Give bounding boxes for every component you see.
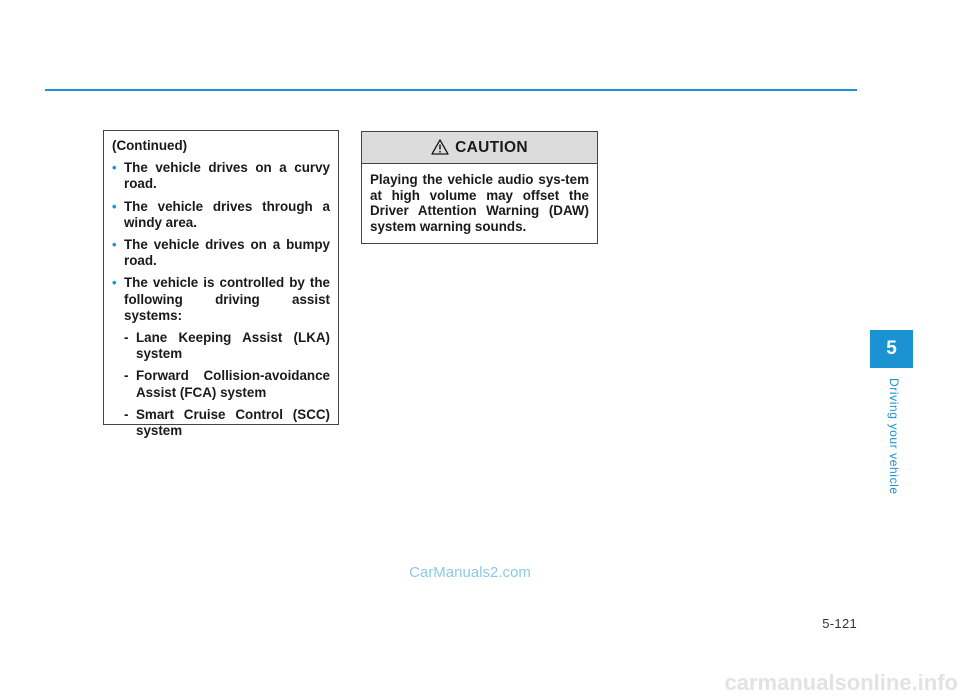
continued-label: (Continued)	[112, 138, 188, 153]
sub-item: - Smart Cruise Control (SCC) system	[124, 406, 330, 439]
sub-item: - Forward Collision-avoidance Assist (FCA) system	[124, 368, 330, 400]
page-number: 5-121	[822, 616, 857, 631]
bullet-item: • The vehicle drives on a bumpy road.	[112, 237, 330, 269]
footer-watermark: carmanualsonline.info	[724, 670, 958, 695]
bullet-item: • The vehicle is controlled by the following driving assist systems:	[112, 275, 330, 323]
bullet-dot-icon: •	[112, 198, 117, 214]
chapter-tab: 5	[870, 330, 913, 368]
bullet-dot-icon: •	[112, 160, 117, 176]
caution-box	[361, 131, 598, 244]
continued-notice-box	[103, 130, 339, 439]
caution-text: Playing the vehicle audio sys-tem at high volume may offset the Driver Attention Warning (DAW) system warning sounds.	[370, 172, 589, 234]
bullet-dot-icon: •	[112, 275, 117, 291]
bullet-dot-icon: •	[112, 237, 117, 253]
watermark-text: CarManuals2.com	[409, 564, 531, 581]
caution-header	[362, 132, 597, 164]
bullet-item: • The vehicle drives on a curvy road.	[112, 160, 330, 192]
chapter-title: Driving your vehicle	[887, 378, 901, 495]
warning-triangle-icon	[431, 139, 449, 155]
sub-item: - Lane Keeping Assist (LKA) system	[124, 330, 330, 362]
caution-title: CAUTION	[455, 138, 528, 156]
bullet-item: • The vehicle drives through a windy area.	[112, 198, 330, 230]
header-rule	[45, 89, 857, 91]
